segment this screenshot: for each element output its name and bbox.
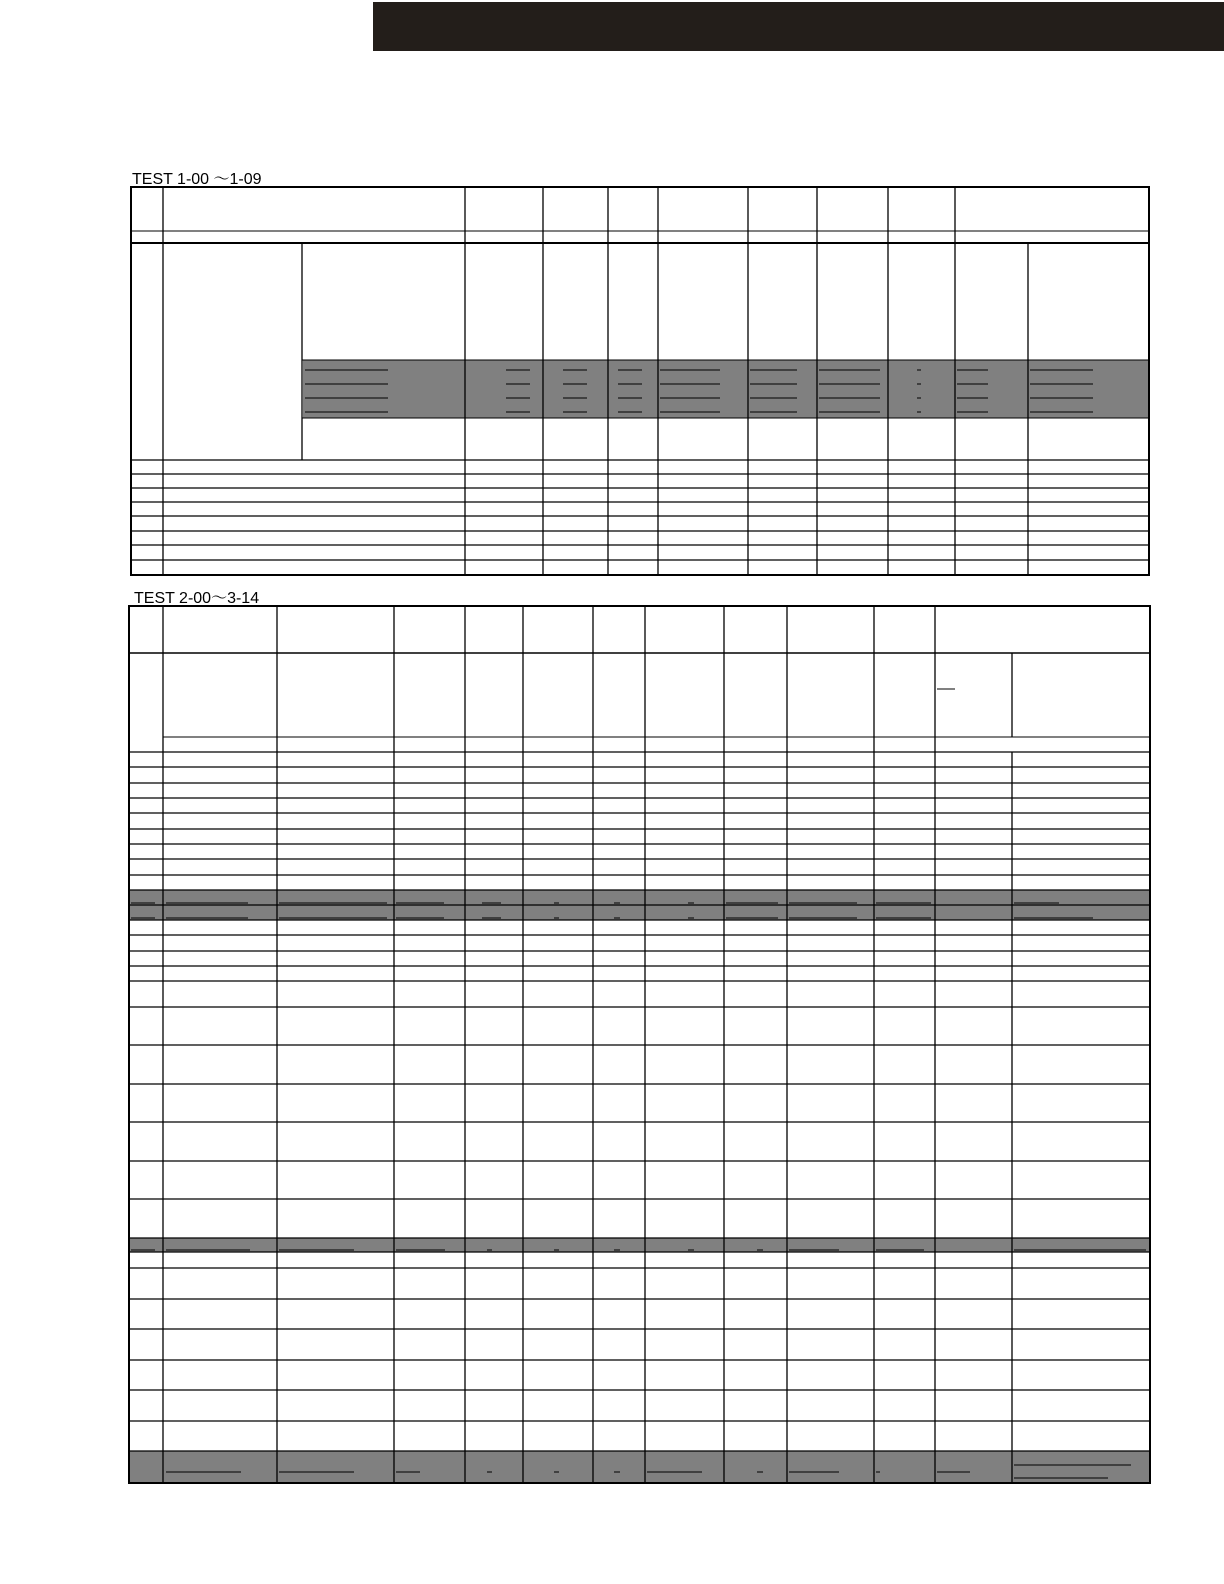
table-test-2 <box>129 606 1150 1483</box>
shaded-band <box>303 360 1149 418</box>
section-title-test-1: TEST 1-00 ～1-09 <box>132 171 262 188</box>
section-title-test-2: TEST 2-00～3-14 <box>134 590 260 607</box>
shaded-band <box>129 1451 1150 1483</box>
table-test-1 <box>131 187 1149 575</box>
